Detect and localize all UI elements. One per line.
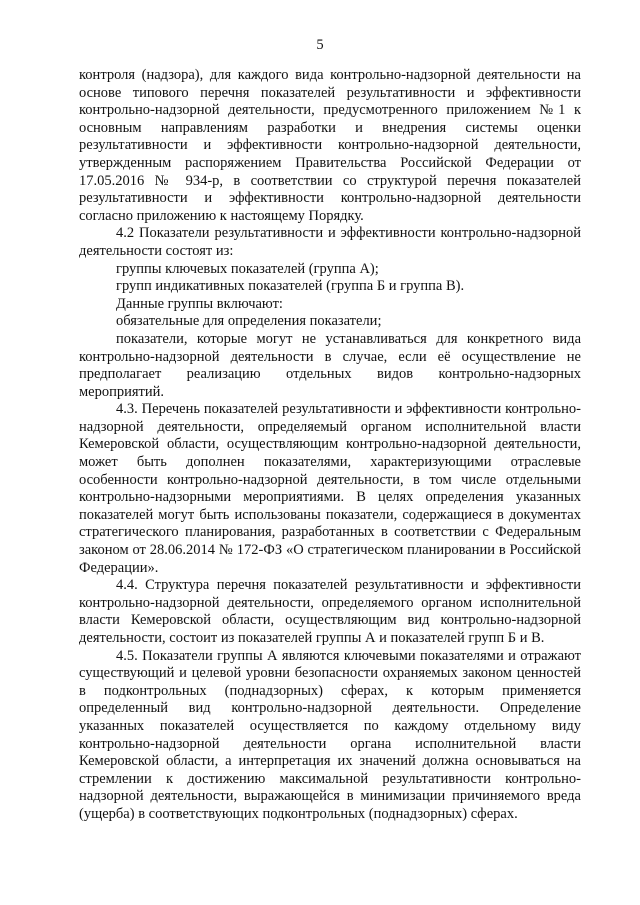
list-item-mandatory: обязательные для определения показатели;: [116, 313, 382, 330]
paragraph-4-4: 4.4. Структура перечня показателей результативности и эффективности контрольно-надзорной деятельности, определяемого органом исполнительной власти Кемеровской области, осуществляющим вид контрольно-надзорной деятельности, состоит из показателей группы А и показателей групп Б и В.: [79, 577, 581, 646]
paragraph-4-3: 4.3. Перечень показателей результативности и эффективности контрольно-надзорной деятельности, определяемый органом исполнительной власти Кемеровской области, осуществляющим контрольно-надзорной деятельности, может быть дополнен показателями, характеризующими отраслевые особенности контрольно-надзорной деятельности, в том числе отдельными контрольно-надзорными мероприятиями. В целях определения указанных показателей могут быть использованы показатели, содержащиеся в документах стратегического планирования, разработанных в соответствии с Федеральным законом от 28.06.2014 № 172-ФЗ «О стратегическом планировании в Российской Федерации».: [79, 401, 581, 576]
paragraph-4-2: 4.2 Показатели результативности и эффективности контрольно-надзорной деятельности состоят из:: [79, 225, 581, 259]
paragraph-4-5: 4.5. Показатели группы А являются ключевыми показателями и отражают существующий и целевой уровни безопасности охраняемых законом ценностей в подконтрольных (поднадзорных) сферах, к которым применяется определенный вид контрольно-надзорной деятельности. Определение указанных показателей осуществляется по каждому отдельному виду контрольно-надзорной деятельности органа исполнительной власти Кемеровской области, а интерпретация их значений должна основываться на стремлении к достижению максимальной результативности контрольно-надзорной деятельности, выражающейся в минимизации причиняемого вреда (ущерба) в соответствующих подконтрольных (поднадзорных) сферах.: [79, 647, 581, 822]
document-body: [79, 67, 581, 824]
page-number: 5: [316, 37, 324, 53]
list-item-groups-b-v: групп индикативных показателей (группа Б и группа В).: [116, 278, 465, 295]
list-item-groups-include: Данные группы включают:: [116, 295, 283, 312]
paragraph-intro-continuation: контроля (надзора), для каждого вида контрольно-надзорной деятельности на основе типового перечня показателей результативности и эффективности контрольно-надзорной деятельности, предусмотренного приложением №1 к основным направлениям разработки и внедрения системы оценки результативности и эффективности контрольно-надзорной деятельности, утвержденным распоряжением Правительства Российской Федерации от 17.05.2016 № 934-р, в соответствии со структурой перечня показателей результативности и эффективности контрольно-надзорной деятельности согласно приложению к настоящему Порядку.: [79, 67, 581, 224]
paragraph-optional-indicators: показатели, которые могут не устанавливаться для конкретного вида контрольно-надзорной деятельности в случае, если её осуществление не предполагает реализацию отдельных видов контрольно-надзорных мероприятий.: [79, 330, 581, 400]
list-item-group-a: группы ключевых показателей (группа А);: [116, 260, 379, 277]
